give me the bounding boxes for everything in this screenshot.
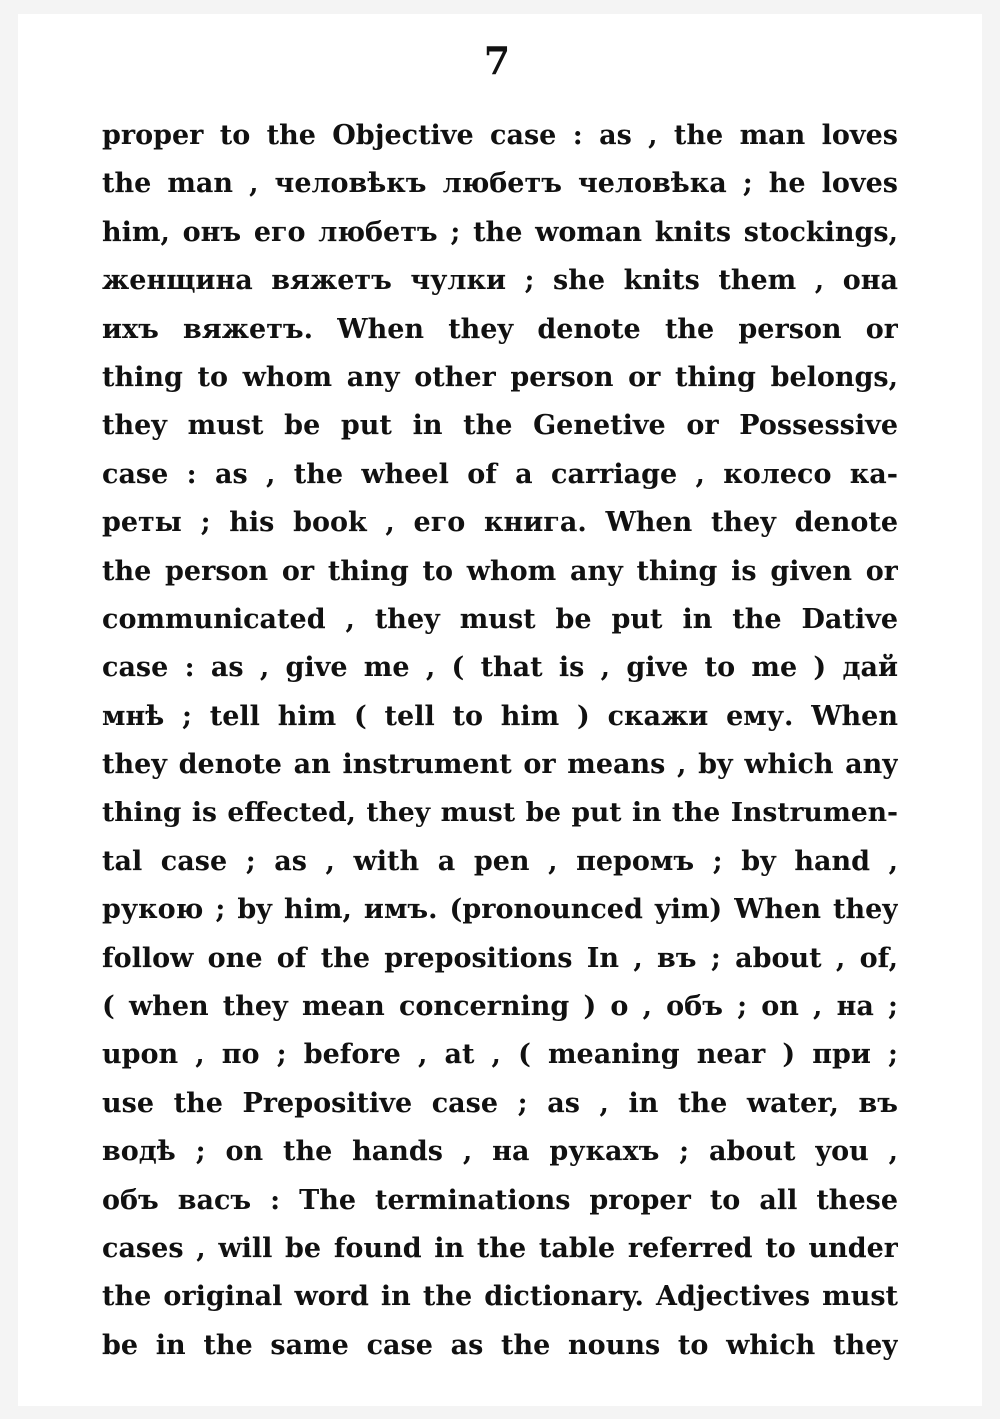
text-line: cases , will be found in the table referred to under — [102, 1232, 898, 1264]
text-line: they denote an instrument or means , by which any — [102, 749, 898, 781]
text-line: the person or thing to whom any thing is given or — [102, 555, 898, 587]
text-line: thing is effected, they must be put in the Instrumen- — [102, 797, 898, 829]
text-line: case : as , give me , ( that is , give to me ) дай — [102, 652, 898, 684]
text-line: proper to the Objective case : as , the man loves — [102, 120, 898, 151]
text-line: upon , по ; before , at , ( meaning near ) при ; — [102, 1039, 898, 1071]
text-line: женщина вяжетъ чулки ; she knits them , она — [102, 265, 898, 297]
text-line: ихъ вяжетъ. When they denote the person or — [102, 313, 898, 345]
text-line: мнѣ ; tell him ( tell to him ) скажи ему. When — [102, 700, 898, 732]
text-line: the man , человѣкъ любетъ человѣка ; he loves — [102, 168, 898, 200]
text-line: tal case ; as , with a pen , перомъ ; by hand , — [102, 845, 898, 877]
text-line: реты ; his book , его книга. When they denote — [102, 507, 898, 539]
text-line: the original word in the dictionary. Adjectives must — [102, 1281, 898, 1313]
text-line: рукою ; by him, имъ. (pronounced yim) When they — [102, 894, 898, 926]
text-line: communicated , they must be put in the Dative — [102, 603, 898, 635]
text-line: him, онъ его любетъ ; the woman knits stockings, — [102, 216, 898, 248]
text-line: case : as , the wheel of a carriage , колесо ка- — [102, 458, 898, 490]
body-text — [102, 112, 898, 1370]
page-number: 7 — [483, 38, 511, 83]
text-line: be in the same case as the nouns to which they — [102, 1329, 898, 1361]
text-line: ( when they mean concerning ) о , объ ; on , на ; — [102, 991, 898, 1023]
text-line: they must be put in the Genetive or Possessive — [102, 410, 898, 442]
text-line: use the Prepositive case ; as , in the water, въ — [102, 1087, 898, 1119]
text-line: объ васъ : The terminations proper to all these — [102, 1184, 898, 1216]
text-line: водѣ ; on the hands , на рукахъ ; about you , — [102, 1136, 898, 1168]
text-line: follow one of the prepositions In , въ ; about , of, — [102, 942, 898, 974]
text-line: thing to whom any other person or thing belongs, — [102, 361, 898, 393]
